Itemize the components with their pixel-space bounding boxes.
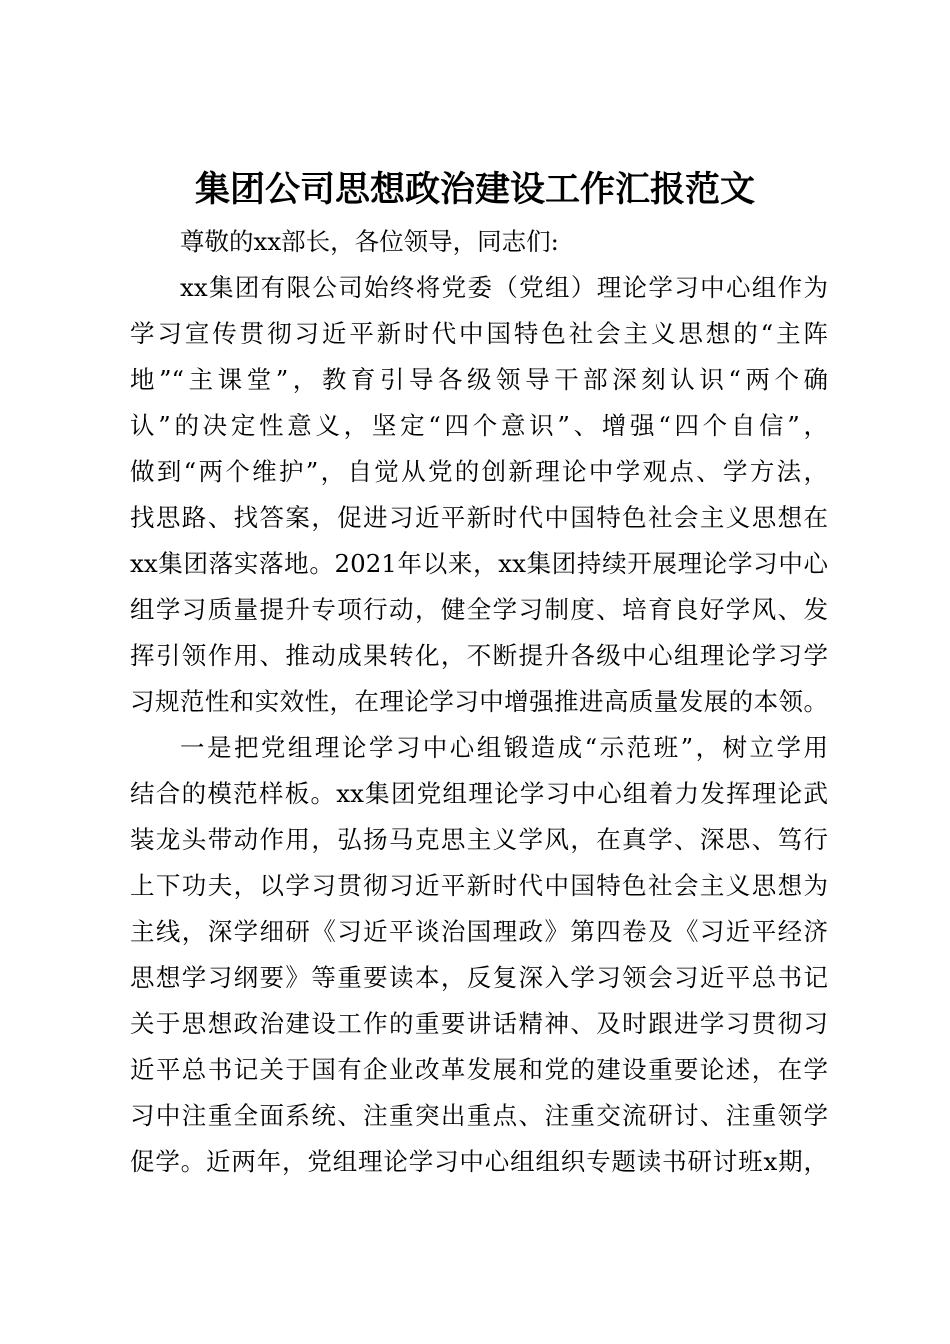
text-line: 地”“主课堂”，教育引导各级领导干部深刻认识“两个确: [130, 365, 828, 394]
text-line: 习中注重全面系统、注重突出重点、注重交流研讨、注重领学: [130, 1101, 828, 1130]
text-line: 促学。近两年，党组理论学习中心组组织专题读书研讨班x期，: [130, 1147, 828, 1176]
text-line: 学习宣传贯彻习近平新时代中国特色社会主义思想的“主阵: [130, 319, 828, 348]
paragraph-first-point: [130, 725, 828, 1185]
text-line: 思想学习纲要》等重要读本，反复深入学习领会习近平总书记: [130, 963, 828, 992]
text-line: 关于思想政治建设工作的重要讲话精神、及时跟进学习贯彻习: [130, 1009, 828, 1038]
text-line: 上下功夫，以学习贯彻习近平新时代中国特色社会主义思想为: [130, 871, 828, 900]
paragraph-intro: [130, 265, 828, 725]
document-title: 集团公司思想政治建设工作汇报范文: [194, 169, 755, 210]
text-line: 找思路、找答案，促进习近平新时代中国特色社会主义思想在: [130, 503, 828, 532]
text-line: xx集团落实落地。2021年以来，xx集团持续开展理论学习中心: [130, 549, 828, 578]
text-line: 做到“两个维护”，自觉从党的创新理论中学观点、学方法，: [130, 457, 828, 486]
text-line: 装龙头带动作用，弘扬马克思主义学风，在真学、深思、笃行: [130, 825, 828, 854]
text-line: 挥引领作用、推动成果转化，不断提升各级中心组理论学习学: [130, 641, 828, 670]
document-body: [130, 219, 828, 1185]
text-line: xx集团有限公司始终将党委（党组）理论学习中心组作为: [180, 273, 828, 302]
text-line: 主线，深学细研《习近平谈治国理政》第四卷及《习近平经济: [130, 917, 828, 946]
text-line: 认”的决定性意义，坚定“四个意识”、增强“四个自信”，: [130, 411, 828, 440]
salutation: 尊敬的xx部长，各位领导，同志们:: [180, 227, 559, 256]
text-line: 近平总书记关于国有企业改革发展和党的建设重要论述，在学: [130, 1055, 828, 1084]
text-line: 习规范性和实效性，在理论学习中增强推进高质量发展的本领。: [130, 687, 828, 716]
text-line: 结合的模范样板。xx集团党组理论学习中心组着力发挥理论武: [130, 779, 828, 808]
text-line: 组学习质量提升专项行动，健全学习制度、培育良好学风、发: [130, 595, 828, 624]
text-line: 一是把党组理论学习中心组锻造成“示范班”，树立学用: [180, 733, 828, 762]
